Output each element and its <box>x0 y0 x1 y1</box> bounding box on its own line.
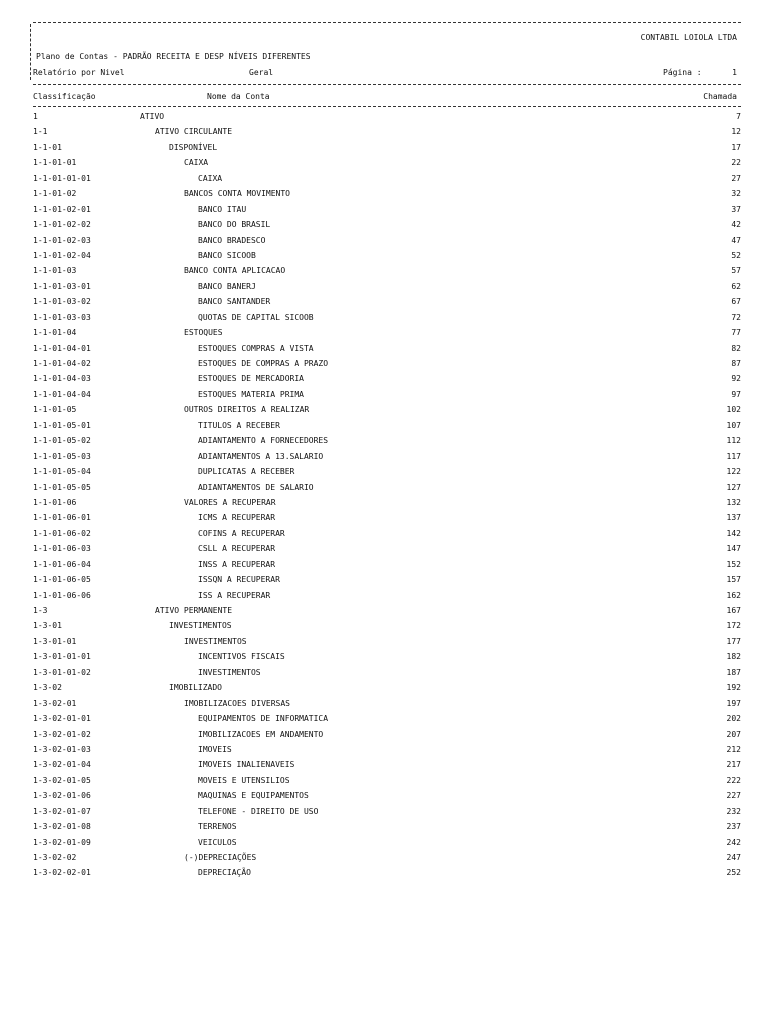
account-chamada: 147 <box>726 544 741 554</box>
account-chamada: 12 <box>731 127 741 137</box>
account-chamada: 127 <box>726 482 741 492</box>
account-row <box>33 699 741 714</box>
account-row <box>33 236 741 251</box>
account-chamada: 52 <box>731 250 741 260</box>
account-name: ATIVO CIRCULANTE <box>155 127 233 137</box>
account-name: TERRENOS <box>198 822 237 832</box>
account-chamada: 22 <box>731 158 741 168</box>
account-name: ESTOQUES MATERIA PRIMA <box>198 389 304 399</box>
account-name: BANCO SICOOB <box>198 250 256 260</box>
account-chamada: 87 <box>731 359 741 368</box>
account-classification: 1-1-01-01-01 <box>33 173 91 183</box>
account-row <box>33 513 741 528</box>
account-chamada: 112 <box>726 436 741 446</box>
account-chamada: 192 <box>726 683 741 693</box>
account-row <box>33 297 741 312</box>
account-classification: 1-3-01-01-02 <box>33 667 91 677</box>
account-name: BANCO ITAU <box>198 204 247 214</box>
account-name: BANCO BRADESCO <box>198 235 266 245</box>
account-chamada: 7 <box>736 112 741 121</box>
account-name: INVESTIMENTOS <box>184 636 247 646</box>
account-name: EQUIPAMENTOS DE INFORMATICA <box>198 714 329 724</box>
account-row <box>33 652 741 667</box>
account-row <box>33 807 741 822</box>
account-name: ISS A RECUPERAR <box>198 590 271 600</box>
account-chamada: 157 <box>726 575 741 585</box>
account-classification: 1-1-01-05-03 <box>33 451 91 461</box>
account-row <box>33 529 741 544</box>
account-classification: 1-1-01-05-01 <box>33 420 91 430</box>
report-title: Plano de Contas - PADRÃO RECEITA E DESP NÍVEIS DIFERENTES <box>36 52 311 61</box>
account-row <box>33 745 741 760</box>
account-classification: 1-1-01-04-04 <box>33 389 91 399</box>
account-name: CSLL A RECUPERAR <box>198 544 276 554</box>
account-chamada: 32 <box>731 189 741 199</box>
account-row <box>33 390 741 405</box>
account-row <box>33 205 741 220</box>
account-row <box>33 637 741 652</box>
account-name: IMOBILIZACOES EM ANDAMENTO <box>198 729 324 739</box>
account-chamada: 182 <box>726 652 741 662</box>
account-classification: 1-1-01 <box>33 142 62 152</box>
account-classification: 1-1-01-06-06 <box>33 590 91 600</box>
account-row <box>33 498 741 513</box>
account-name: ESTOQUES <box>184 328 223 338</box>
account-row <box>33 282 741 297</box>
account-row <box>33 452 741 467</box>
account-classification: 1-1-01-02-02 <box>33 220 91 230</box>
account-row <box>33 143 741 158</box>
report-type: Geral <box>249 68 274 77</box>
account-row <box>33 127 741 142</box>
account-chamada: 27 <box>731 173 741 183</box>
account-name: TITULOS A RECEBER <box>198 420 280 430</box>
account-name: DISPONÍVEL <box>169 142 218 152</box>
account-name: BANCOS CONTA MOVIMENTO <box>184 189 290 199</box>
account-chamada: 152 <box>726 559 741 569</box>
account-name: ATIVO PERMANENTE <box>155 606 233 615</box>
account-row <box>33 483 741 498</box>
account-row <box>33 730 741 745</box>
column-chamada: Chamada <box>703 92 737 101</box>
account-classification: 1-3-02-01-05 <box>33 775 91 785</box>
account-name: ESTOQUES COMPRAS A VISTA <box>198 343 314 353</box>
account-chamada: 137 <box>726 513 741 523</box>
account-row <box>33 822 741 837</box>
account-classification: 1-1-01-05-05 <box>33 482 91 492</box>
account-row <box>33 220 741 235</box>
account-name: BANCO BANERJ <box>198 281 256 291</box>
account-chamada: 177 <box>726 636 741 646</box>
account-name: VEICULOS <box>198 837 237 847</box>
account-row <box>33 544 741 559</box>
account-classification: 1-1-01-01 <box>33 158 77 168</box>
account-classification: 1-3-02-01-02 <box>33 729 91 739</box>
account-classification: 1-3-01-01 <box>33 636 77 646</box>
account-row <box>33 436 741 451</box>
accounts-list <box>33 112 741 884</box>
account-classification: 1-1-01-06-02 <box>33 528 91 538</box>
account-chamada: 222 <box>726 775 741 785</box>
account-row <box>33 359 741 374</box>
account-chamada: 107 <box>726 420 741 430</box>
account-name: MAQUINAS E EQUIPAMENTOS <box>198 791 309 801</box>
account-chamada: 62 <box>731 281 741 291</box>
account-row <box>33 714 741 729</box>
account-row <box>33 374 741 389</box>
account-classification: 1-3-02-02 <box>33 853 77 862</box>
account-row <box>33 760 741 775</box>
account-name: ESTOQUES DE MERCADORIA <box>198 374 304 384</box>
account-classification: 1-3-02-01-04 <box>33 760 91 770</box>
account-classification: 1-1-01-03-01 <box>33 281 91 291</box>
account-row <box>33 575 741 590</box>
account-name: ADIANTAMENTO A FORNECEDORES <box>198 436 329 446</box>
account-chamada: 187 <box>726 667 741 677</box>
account-chamada: 132 <box>726 497 741 507</box>
account-row <box>33 591 741 606</box>
account-row <box>33 683 741 698</box>
account-chamada: 247 <box>726 853 741 862</box>
account-classification: 1-1-01-05 <box>33 405 77 415</box>
page-number: 1 <box>732 68 737 77</box>
account-row <box>33 668 741 683</box>
account-classification: 1-1-01-05-04 <box>33 467 91 477</box>
account-row <box>33 421 741 436</box>
account-classification: 1-1-01-04-03 <box>33 374 91 384</box>
account-name: BANCO CONTA APLICACAO <box>184 266 286 276</box>
account-classification: 1-3-02-01-01 <box>33 714 91 724</box>
account-chamada: 162 <box>726 590 741 600</box>
account-classification: 1-1-01-03 <box>33 266 77 276</box>
account-chamada: 47 <box>731 235 741 245</box>
left-border <box>30 24 31 80</box>
account-classification: 1-1-01-06-05 <box>33 575 91 585</box>
account-row <box>33 606 741 621</box>
account-chamada: 142 <box>726 528 741 538</box>
company-name: CONTABIL LOIOLA LTDA <box>640 33 737 42</box>
account-row <box>33 776 741 791</box>
account-classification: 1-3-01-01-01 <box>33 652 91 662</box>
account-chamada: 237 <box>726 822 741 832</box>
account-chamada: 217 <box>726 760 741 770</box>
account-chamada: 82 <box>731 343 741 353</box>
account-row <box>33 467 741 482</box>
account-chamada: 252 <box>726 868 741 878</box>
account-name: ISSQN A RECUPERAR <box>198 575 280 585</box>
account-name: DEPRECIAÇÃO <box>198 868 251 878</box>
account-row <box>33 189 741 204</box>
account-classification: 1-3-02 <box>33 683 62 693</box>
account-classification: 1-1-01-04-01 <box>33 343 91 353</box>
account-name: IMOVEIS <box>198 744 232 754</box>
account-chamada: 97 <box>731 389 741 399</box>
account-row <box>33 313 741 328</box>
account-name: BANCO DO BRASIL <box>198 220 271 230</box>
account-classification: 1-1-01-06 <box>33 497 77 507</box>
account-chamada: 57 <box>731 266 741 276</box>
account-row <box>33 158 741 173</box>
account-chamada: 207 <box>726 729 741 739</box>
column-classificacao: Classificação <box>33 92 96 101</box>
account-classification: 1-3-02-02-01 <box>33 868 91 878</box>
account-name: VALORES A RECUPERAR <box>184 497 276 507</box>
account-row <box>33 266 741 281</box>
account-row <box>33 853 741 868</box>
account-chamada: 167 <box>726 606 741 615</box>
account-classification: 1-1-01-05-02 <box>33 436 91 446</box>
account-name: MOVEIS E UTENSILIOS <box>198 775 290 785</box>
account-classification: 1-1-01-02 <box>33 189 77 199</box>
account-name: IMOBILIZADO <box>169 683 222 693</box>
account-row <box>33 405 741 420</box>
account-row <box>33 328 741 343</box>
columns-divider <box>33 106 741 107</box>
account-name: ESTOQUES DE COMPRAS A PRAZO <box>198 359 329 368</box>
account-classification: 1-3-02-01-06 <box>33 791 91 801</box>
account-name: (-)DEPRECIAÇÕES <box>184 853 257 862</box>
account-classification: 1-1-01-02-04 <box>33 250 91 260</box>
account-name: IMOVEIS INALIENAVEIS <box>198 760 295 770</box>
account-row <box>33 838 741 853</box>
account-chamada: 202 <box>726 714 741 724</box>
account-row <box>33 868 741 883</box>
report-level-label: Relatório por Nivel <box>33 68 125 77</box>
account-name: TELEFONE - DIREITO DE USO <box>198 806 319 816</box>
account-classification: 1-3 <box>33 606 48 615</box>
account-classification: 1-1-01-02-01 <box>33 204 91 214</box>
account-chamada: 92 <box>731 374 741 384</box>
report-page <box>33 0 741 1024</box>
page-label: Página : <box>663 68 702 77</box>
account-classification: 1-3-02-01-07 <box>33 806 91 816</box>
account-classification: 1-1 <box>33 127 48 137</box>
account-classification: 1-1-01-06-03 <box>33 544 91 554</box>
account-name: IMOBILIZACOES DIVERSAS <box>184 698 290 708</box>
account-chamada: 232 <box>726 806 741 816</box>
account-name: INCENTIVOS FISCAIS <box>198 652 285 662</box>
account-chamada: 242 <box>726 837 741 847</box>
account-classification: 1-3-02-01-03 <box>33 744 91 754</box>
account-classification: 1-1-01-03-02 <box>33 297 91 307</box>
account-chamada: 77 <box>731 328 741 338</box>
account-chamada: 37 <box>731 204 741 214</box>
account-row <box>33 174 741 189</box>
header-divider <box>33 84 741 85</box>
account-classification: 1-1-01-02-03 <box>33 235 91 245</box>
account-classification: 1-1-01-04-02 <box>33 359 91 368</box>
account-classification: 1-3-02-01-08 <box>33 822 91 832</box>
account-chamada: 227 <box>726 791 741 801</box>
column-nome-conta: Nome da Conta <box>207 92 270 101</box>
account-classification: 1-1-01-03-03 <box>33 312 91 322</box>
account-name: ICMS A RECUPERAR <box>198 513 276 523</box>
account-classification: 1-1-01-04 <box>33 328 77 338</box>
account-chamada: 122 <box>726 467 741 477</box>
account-name: CAIXA <box>198 173 223 183</box>
account-name: CAIXA <box>184 158 209 168</box>
account-name: INVESTIMENTOS <box>169 621 232 631</box>
account-row <box>33 112 741 127</box>
account-name: ADIANTAMENTOS DE SALARIO <box>198 482 314 492</box>
account-chamada: 17 <box>731 142 741 152</box>
account-chamada: 172 <box>726 621 741 631</box>
account-classification: 1-3-02-01 <box>33 698 77 708</box>
account-name: QUOTAS DE CAPITAL SICOOB <box>198 312 314 322</box>
account-name: COFINS A RECUPERAR <box>198 528 285 538</box>
account-chamada: 212 <box>726 744 741 754</box>
account-chamada: 42 <box>731 220 741 230</box>
top-divider <box>33 22 741 23</box>
account-chamada: 197 <box>726 698 741 708</box>
account-name: DUPLICATAS A RECEBER <box>198 467 295 477</box>
account-chamada: 72 <box>731 312 741 322</box>
account-name: ATIVO <box>140 112 165 121</box>
account-classification: 1-1-01-06-04 <box>33 559 91 569</box>
account-name: INVESTIMENTOS <box>198 667 261 677</box>
account-row <box>33 621 741 636</box>
account-classification: 1-1-01-06-01 <box>33 513 91 523</box>
account-name: INSS A RECUPERAR <box>198 559 276 569</box>
account-chamada: 67 <box>731 297 741 307</box>
account-row <box>33 791 741 806</box>
account-row <box>33 344 741 359</box>
account-row <box>33 560 741 575</box>
account-name: OUTROS DIREITOS A REALIZAR <box>184 405 310 415</box>
account-name: BANCO SANTANDER <box>198 297 271 307</box>
account-classification: 1 <box>33 112 38 121</box>
account-chamada: 117 <box>726 451 741 461</box>
account-chamada: 102 <box>726 405 741 415</box>
account-classification: 1-3-02-01-09 <box>33 837 91 847</box>
account-name: ADIANTAMENTOS A 13.SALARIO <box>198 451 324 461</box>
account-classification: 1-3-01 <box>33 621 62 631</box>
account-row <box>33 251 741 266</box>
